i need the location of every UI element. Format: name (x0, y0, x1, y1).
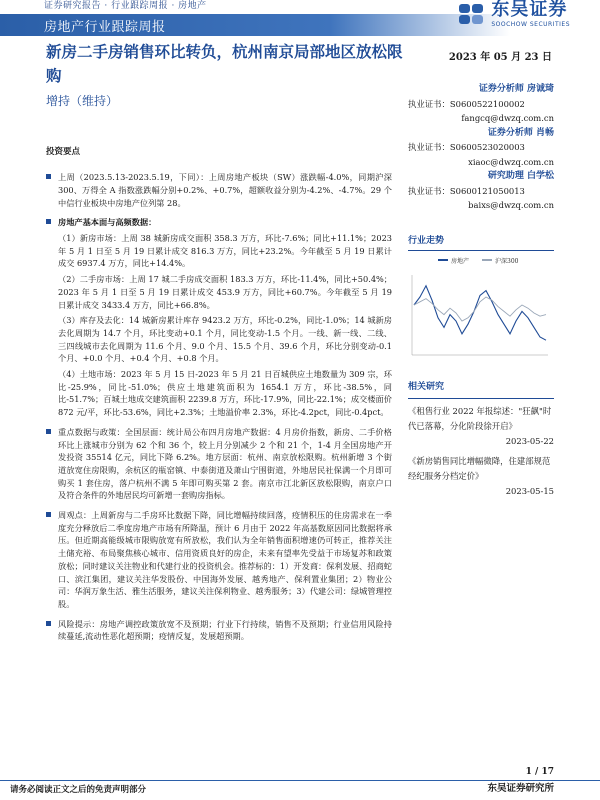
legend-label-a: 房地产 (451, 258, 470, 266)
bullet-heading: 房地产基本面与高频数据： (58, 217, 157, 228)
related-item-date: 2023-05-15 (505, 486, 554, 497)
page-number: 1 / 17 (525, 767, 554, 777)
section-label: 投资要点 (46, 147, 81, 157)
related-title: 相关研究 (408, 381, 554, 399)
trend-title: 行业走势 (408, 235, 554, 252)
related-item-date: 2023-05-22 (505, 436, 554, 447)
legend-label-b: 沪深300 (495, 258, 519, 266)
sidebar (408, 82, 554, 499)
industry-trend-chart (408, 255, 554, 363)
analyst-cert: 执业证书：S0600121050013 (408, 185, 525, 196)
related-item[interactable] (408, 454, 554, 499)
analyst-name: 研究助理 白学松 (487, 171, 554, 181)
bullet-text: 上周（2023.5.13-2023.5.19，下同）：上周房地产板块（SW）涨跌幅-4.0%，同期沪深 300、万得全 A 指数涨跌幅分别+0.2%、+0.7%，超额收益分别为-4.2%、-4.7%。29 个中信行业板块中房地产位列第 28。 (58, 172, 392, 208)
logo-text-en: SOOCHOW SECURITIES (491, 21, 570, 28)
footer-firm: 东吴证券研究所 (487, 783, 554, 794)
analyst-cert: 执业证书：S0600523020003 (408, 142, 525, 152)
header-title: 房地产行业跟踪周报 (44, 20, 166, 35)
bullet-text: 周观点：上周新房与二手房环比数据下降，同比增幅持续回落，疫情积压的住房需求在一季度充分释放后二季度房地产市场有所降温，预计 6 月由于 2022 年高基数原因同比数据将承压。但近期高能级城市限购放宽有所放松，我们认为全年销售面积增速仍可转正，推荐关注土储充裕、布局聚焦核心城市、信用资质良好的房企，未来有望率先受益于市场复苏和政策放松；同时建议关注物业和代建行业的投资机会。推荐标的：1）开发商：保利发展、招商蛇口、滨江集团，建议关注华发股份、中国海外发展、越秀地产、保利置业集团；2）物业公司：华润万象生活、雅生活服务，建议关注保利物业、越秀服务；3）代建公司：绿城管理控股。 (58, 510, 392, 609)
report-date: 2023 年 05 月 23 日 (448, 52, 552, 63)
bullet-text: 重点数据与政策：全国层面：统计局公布四月房地产数据：4 月房价指数，新房、二手价格环比上涨城市分别为 62 个和 36 个，较上月分别减少 2 个和 21 个，1-4 月全国房地产开发投资 35514 亿元，同比下降 6.2%。地方层面：杭州、南京放松限购。杭州新增 3 个街道放宽住房限购，余杭区的瓶窑镇、中泰街道及萧山宁围街道，外地居民社保满一个月即可购买 1 套住房，落户杭州不满 5 年即可购买第 2 套。南京市江北新区放松限购，南京户口及符合条件的外地居民均可新增一套购房指标。 (58, 426, 392, 501)
bullet-square-icon (46, 512, 51, 517)
legend-swatch-b (482, 259, 492, 261)
analyst-block (408, 82, 554, 213)
analyst-email[interactable]: baixs@dwzq.com.cn (468, 200, 554, 210)
bullet-policy (46, 426, 392, 502)
related-item-title[interactable]: 《租售行业 2022 年报综述："狂飙"时代已落幕，分化阶段徐开启》 (408, 406, 552, 432)
inventory-text: （3）库存及去化：14 城新房累计库存 9423.2 万方，环比-0.2%，同比-1.0%；14 城新房去化周期为 14.7 个月，环比变动+0.1 个月，同比变动-1.5 个月。一线、新一线、二线、三四线城市去化周期为 11.6 个月、9.0 个月、15.5 个月、39.6 个月，环比分别变动-0.1 个月、+0.0 个月、+0.4 个月、+0.8 个月。 (58, 315, 392, 364)
bullet-text: 风险提示：房地产调控政策放宽不及预期；行业下行持续，销售不及预期；行业信用风险持续蔓延,流动性恶化超预期；疫情反复，发展超预期。 (58, 618, 392, 642)
analyst-name: 证券分析师 房诚琦 (478, 84, 554, 94)
analyst-email[interactable]: fangcq@dwzq.com.cn (461, 113, 554, 123)
bullet-last-week (46, 171, 392, 209)
bullet-view (46, 509, 392, 611)
footer-divider (0, 780, 600, 781)
investment-points (46, 146, 392, 650)
report-title: 新房二手房销售环比转负，杭州南京局部地区放松限购 (46, 43, 403, 85)
analyst-cert: 执业证书：S0600522100002 (408, 98, 525, 109)
analyst-email[interactable]: xiaoc@dwzq.com.cn (468, 156, 554, 167)
related-item[interactable] (408, 404, 554, 449)
rating: 增持（维持） (46, 94, 119, 108)
series-line-real-estate (414, 286, 546, 340)
logo-text-cn: 东吴证券 (491, 0, 568, 20)
bullet-square-icon (46, 621, 51, 626)
second-hand-text: （2）二手房市场：上周 17 城二手房成交面积 183.3 万方，环比-11.4%，同比+50.4%；2023 年 5 月 1 日至 5 月 19 日累计成交 453.9 万方，同比+60.7%。今年截至 5 月 19 日累计成交 3433.4 万方，同比+66.8%。 (58, 274, 392, 310)
bullet-square-icon (46, 429, 51, 434)
legend-swatch-a (438, 259, 448, 261)
logo-icon (459, 4, 485, 26)
series-line-hs300 (414, 297, 546, 321)
firm-logo (459, 0, 570, 29)
report-type-tag: 证券研究报告 · 行业跟踪周报 · 房地产 (44, 1, 207, 11)
bullet-fundamentals (46, 216, 392, 419)
bullet-risk (46, 618, 392, 643)
new-home-text: （1）新房市场：上周 38 城新房成交面积 358.3 万方，环比-7.6%；同比+11.1%；2023 年 5 月 1 日至 5 月 19 日累计成交 816.3 万方，同比+23.2%。今年截至 5 月 19 日累计成交 6937.4 万方，同比+14.4%。 (58, 232, 392, 269)
related-item-title[interactable]: 《新房销售同比增幅微降，住建部规范经纪服务分档定价》 (408, 456, 551, 482)
analyst-name: 证券分析师 肖畅 (487, 127, 554, 138)
bullet-square-icon (46, 174, 51, 179)
land-market-text: （4）土地市场：2023 年 5 月 15 日-2023 年 5 月 21 日百城供应土地数量为 309 宗，环比-25.9%，同比-51.0%；供应土地建筑面积为 1654.1 万方，环比-38.5%，同比-51.7%；百城土地成交建筑面积 2239.8 万方，环比-17.9%，同比-22.1%；成交楼面价 872 元/平，环比-53.6%，同比+2.3%；土地溢价率 2.3%，环比-4.2pct，同比-0.4pct。 (58, 369, 392, 418)
disclaimer-note: 请务必阅读正文之后的免责声明部分 (10, 785, 147, 795)
bullet-square-icon (46, 219, 51, 224)
